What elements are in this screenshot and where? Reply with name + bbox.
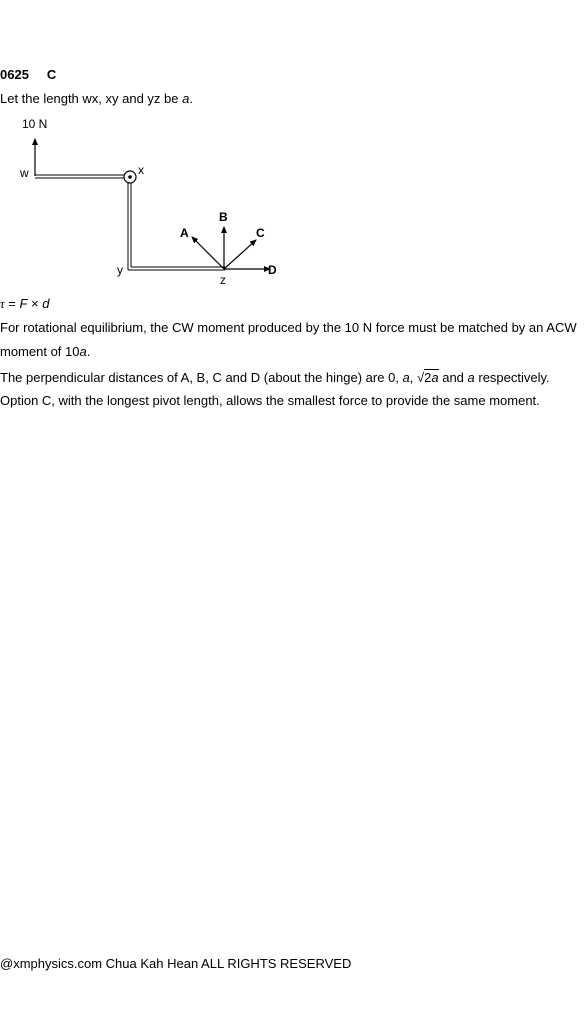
line2-after: . <box>86 344 91 359</box>
point-y-label: y <box>117 263 123 277</box>
line2-before: moment of 10 <box>0 344 80 359</box>
hinge-center-dot <box>128 175 132 179</box>
lever-diagram-svg <box>0 0 584 300</box>
option-b-label: B <box>219 210 228 224</box>
sqrt-radicand <box>424 369 438 385</box>
torque-formula <box>0 296 50 312</box>
line3-a1: a <box>402 370 410 385</box>
option-c-label: C <box>256 226 265 240</box>
option-a-label: A <box>180 226 189 240</box>
line3-before: The perpendicular distances of A, B, C and D (about the hinge) are 0, <box>0 370 403 385</box>
explanation-line-2 <box>0 344 90 359</box>
intro-text-before: Let the length wx, xy and yz be <box>0 91 183 106</box>
formula-eq: = <box>4 296 20 311</box>
line3-comma: , <box>409 370 417 385</box>
point-z-label: z <box>220 273 226 287</box>
explanation-line-3 <box>0 370 550 385</box>
question-number: 0625 <box>0 67 29 82</box>
copyright-footer: @xmphysics.com Chua Kah Hean ALL RIGHTS RESERVED <box>0 956 352 971</box>
line2-var: a <box>79 344 87 359</box>
answer-letter: C <box>46 67 57 82</box>
line3-after: respectively. <box>474 370 550 385</box>
point-w-label: w <box>20 166 29 180</box>
force-arrow-a <box>192 237 224 269</box>
line3-two: 2 <box>424 370 432 385</box>
formula-f: F <box>19 296 28 311</box>
intro-var: a <box>182 91 190 106</box>
formula-times: × <box>27 296 43 311</box>
intro-text-after: . <box>189 91 193 106</box>
formula-d: d <box>42 296 50 311</box>
explanation-line-4: Option C, with the longest pivot length, allows the smallest force to provide the same moment. <box>0 393 540 408</box>
option-d-label: D <box>268 263 277 277</box>
force-label: 10 N <box>22 117 48 131</box>
formula-tau: τ <box>0 296 5 311</box>
line3-and: and <box>438 370 468 385</box>
line3-a3: a <box>467 370 475 385</box>
line3-a2: a <box>431 370 439 385</box>
point-x-label: x <box>138 163 144 177</box>
sqrt-symbol: √ <box>417 370 425 385</box>
force-arrow-c <box>224 240 256 269</box>
explanation-line-1: For rotational equilibrium, the CW moment produced by the 10 N force must be matched by an ACW <box>0 320 577 335</box>
